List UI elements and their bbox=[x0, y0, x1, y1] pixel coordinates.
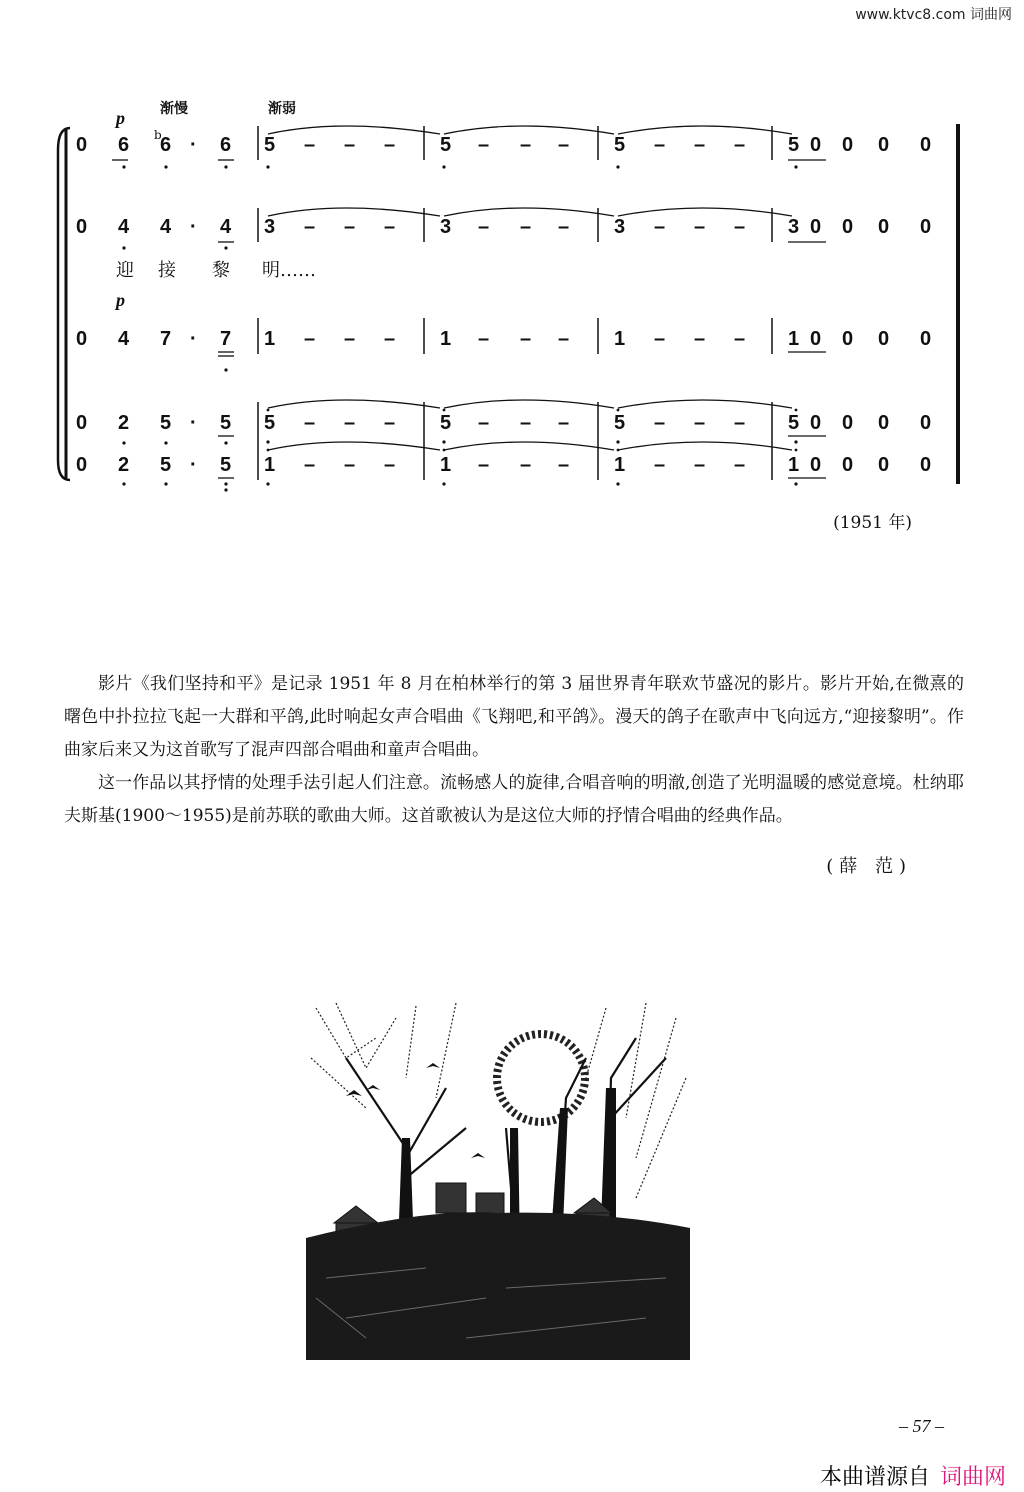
note-voice-3-13: 1 bbox=[614, 328, 626, 350]
note-voice-2-20: 0 bbox=[878, 216, 890, 238]
note-voice-3-10: – bbox=[478, 328, 490, 350]
flat-sign: b bbox=[154, 128, 162, 142]
note-voice-4-19: 0 bbox=[842, 412, 854, 434]
note-voice-5-8: – bbox=[384, 454, 396, 476]
note-voice-5-13: 1 bbox=[614, 454, 626, 476]
note-voice-4-12: – bbox=[558, 412, 570, 434]
note-voice-1-19: 0 bbox=[842, 134, 854, 156]
note-voice-5-2: 5 bbox=[160, 454, 172, 476]
note-voice-1-11: – bbox=[520, 134, 532, 156]
note-voice-5-20: 0 bbox=[878, 454, 890, 476]
note-voice-4-6: – bbox=[304, 412, 316, 434]
note-voice-5-12: – bbox=[558, 454, 570, 476]
page-number: – 57 – bbox=[899, 1416, 944, 1436]
note-voice-4-20: 0 bbox=[878, 412, 890, 434]
note-voice-2-7: – bbox=[344, 216, 356, 238]
note-voice-3-18: 0 bbox=[810, 328, 822, 350]
note-voice-1-0: 0 bbox=[76, 134, 88, 156]
lyric-2: 接 bbox=[158, 260, 176, 281]
note-voice-3-2: 7 bbox=[160, 328, 172, 350]
lyric-1: 迎 bbox=[116, 260, 134, 281]
article-body bbox=[64, 668, 964, 833]
note-voice-3-9: 1 bbox=[440, 328, 452, 350]
note-voice-2-2: 4 bbox=[160, 216, 172, 238]
note-voice-5-6: – bbox=[304, 454, 316, 476]
note-voice-3-17: 1 bbox=[788, 328, 800, 350]
woodcut-illustration bbox=[306, 998, 690, 1360]
note-voice-4-10: – bbox=[478, 412, 490, 434]
note-voice-1-9: 5 bbox=[440, 134, 452, 156]
note-voice-2-9: 3 bbox=[440, 216, 452, 238]
note-voice-4-1: 2 bbox=[118, 412, 130, 434]
note-voice-3-0: 0 bbox=[76, 328, 88, 350]
note-voice-4-16: – bbox=[734, 412, 746, 434]
note-voice-5-1: 2 bbox=[118, 454, 130, 476]
note-voice-2-16: – bbox=[734, 216, 746, 238]
tempo-mark: 渐慢 bbox=[160, 100, 188, 116]
note-voice-4-18: 0 bbox=[810, 412, 822, 434]
note-voice-3-14: – bbox=[654, 328, 666, 350]
note-voice-5-17: 1 bbox=[788, 454, 800, 476]
note-voice-5-18: 0 bbox=[810, 454, 822, 476]
note-voice-5-14: – bbox=[654, 454, 666, 476]
note-voice-2-11: – bbox=[520, 216, 532, 238]
source-label: 本曲谱源自 bbox=[819, 1465, 930, 1490]
note-voice-4-7: – bbox=[344, 412, 356, 434]
note-voice-5-16: – bbox=[734, 454, 746, 476]
article-author: (薛 范) bbox=[826, 856, 912, 877]
note-voice-5-3: · bbox=[190, 454, 197, 476]
note-voice-2-21: 0 bbox=[920, 216, 932, 238]
note-voice-2-10: – bbox=[478, 216, 490, 238]
note-voice-4-2: 5 bbox=[160, 412, 172, 434]
score-lines bbox=[0, 0, 1024, 540]
note-voice-4-17: 5 bbox=[788, 412, 800, 434]
site-link[interactable]: 词曲网 bbox=[939, 1465, 1006, 1490]
site-url[interactable]: www.ktvc8.com 词曲网 bbox=[855, 7, 1012, 23]
note-voice-2-1: 4 bbox=[118, 216, 130, 238]
note-voice-3-20: 0 bbox=[878, 328, 890, 350]
note-voice-1-15: – bbox=[694, 134, 706, 156]
note-voice-2-6: – bbox=[304, 216, 316, 238]
dynamic-mark-mid: p bbox=[116, 290, 125, 310]
note-voice-3-5: 1 bbox=[264, 328, 276, 350]
note-voice-1-21: 0 bbox=[920, 134, 932, 156]
article-paragraph-1: 影片《我们坚持和平》是记录 1951 年 8 月在柏林举行的第 3 届世界青年联欢节盛况的影片。影片开始,在微熹的曙色中扑拉拉飞起一大群和平鸽,此时响起女声合唱曲《飞翔吧,和平鸽》。漫天的鸽子在歌声中飞向远方,“迎接黎明”。作曲家后来又为这首歌写了混声四部合唱曲和童声合唱曲。 bbox=[64, 674, 964, 760]
dynamic-mark-top: p bbox=[116, 108, 125, 128]
note-voice-4-4: 5 bbox=[220, 412, 232, 434]
note-voice-2-17: 3 bbox=[788, 216, 800, 238]
note-voice-1-1: 6 bbox=[118, 134, 130, 156]
note-voice-1-7: – bbox=[344, 134, 356, 156]
system-brace bbox=[58, 128, 70, 480]
note-voice-1-5: 5 bbox=[264, 134, 276, 156]
note-voice-1-8: – bbox=[384, 134, 396, 156]
note-voice-2-0: 0 bbox=[76, 216, 88, 238]
note-voice-1-12: – bbox=[558, 134, 570, 156]
note-voice-3-11: – bbox=[520, 328, 532, 350]
note-voice-1-17: 5 bbox=[788, 134, 800, 156]
note-voice-1-14: – bbox=[654, 134, 666, 156]
note-voice-5-7: – bbox=[344, 454, 356, 476]
lyric-4: 明…… bbox=[262, 260, 316, 281]
note-voice-1-3: · bbox=[190, 134, 197, 156]
note-voice-3-16: – bbox=[734, 328, 746, 350]
note-voice-3-7: – bbox=[344, 328, 356, 350]
note-voice-5-10: – bbox=[478, 454, 490, 476]
note-voice-1-4: 6 bbox=[220, 134, 232, 156]
note-voice-2-13: 3 bbox=[614, 216, 626, 238]
note-voice-4-14: – bbox=[654, 412, 666, 434]
note-voice-1-18: 0 bbox=[810, 134, 822, 156]
note-voice-1-10: – bbox=[478, 134, 490, 156]
note-voice-2-3: · bbox=[190, 216, 197, 238]
volume-mark: 渐弱 bbox=[268, 100, 296, 116]
note-voice-4-3: · bbox=[190, 412, 197, 434]
note-voice-3-12: – bbox=[558, 328, 570, 350]
note-voice-3-4: 7 bbox=[220, 328, 232, 350]
note-voice-1-2: 6 bbox=[160, 134, 172, 156]
note-voice-5-11: – bbox=[520, 454, 532, 476]
source-footer bbox=[820, 1460, 1006, 1491]
note-voice-2-5: 3 bbox=[264, 216, 276, 238]
note-voice-5-21: 0 bbox=[920, 454, 932, 476]
note-voice-2-12: – bbox=[558, 216, 570, 238]
score bbox=[0, 0, 1024, 540]
lyric-3: 黎 bbox=[212, 260, 230, 281]
note-voice-2-14: – bbox=[654, 216, 666, 238]
note-voice-5-15: – bbox=[694, 454, 706, 476]
note-voice-4-5: 5 bbox=[264, 412, 276, 434]
note-voice-3-15: – bbox=[694, 328, 706, 350]
note-voice-3-19: 0 bbox=[842, 328, 854, 350]
note-voice-2-18: 0 bbox=[810, 216, 822, 238]
note-voice-4-0: 0 bbox=[76, 412, 88, 434]
note-voice-2-4: 4 bbox=[220, 216, 232, 238]
note-voice-3-8: – bbox=[384, 328, 396, 350]
note-voice-4-9: 5 bbox=[440, 412, 452, 434]
note-voice-4-8: – bbox=[384, 412, 396, 434]
note-voice-3-1: 4 bbox=[118, 328, 130, 350]
note-voice-5-5: 1 bbox=[264, 454, 276, 476]
article-paragraph-2: 这一作品以其抒情的处理手法引起人们注意。流畅感人的旋律,合唱音响的明澈,创造了光明温暖的感觉意境。杜纳耶夫斯基(1900～1955)是前苏联的歌曲大师。这首歌被认为是这位大师的抒情合唱曲的经典作品。 bbox=[64, 773, 964, 826]
note-voice-4-13: 5 bbox=[614, 412, 626, 434]
note-voice-5-19: 0 bbox=[842, 454, 854, 476]
note-voice-1-20: 0 bbox=[878, 134, 890, 156]
note-voice-1-13: 5 bbox=[614, 134, 626, 156]
note-voice-1-6: – bbox=[304, 134, 316, 156]
note-voice-5-9: 1 bbox=[440, 454, 452, 476]
composition-year: (1951 年) bbox=[833, 513, 912, 533]
note-voice-3-3: · bbox=[190, 328, 197, 350]
note-voice-2-15: – bbox=[694, 216, 706, 238]
note-voice-3-6: – bbox=[304, 328, 316, 350]
note-voice-5-4: 5 bbox=[220, 454, 232, 476]
note-voice-3-21: 0 bbox=[920, 328, 932, 350]
note-voice-5-0: 0 bbox=[76, 454, 88, 476]
note-voice-2-19: 0 bbox=[842, 216, 854, 238]
note-voice-4-21: 0 bbox=[920, 412, 932, 434]
ties bbox=[268, 126, 792, 450]
note-voice-4-15: – bbox=[694, 412, 706, 434]
note-voice-2-8: – bbox=[384, 216, 396, 238]
note-voice-4-11: – bbox=[520, 412, 532, 434]
note-voice-1-16: – bbox=[734, 134, 746, 156]
